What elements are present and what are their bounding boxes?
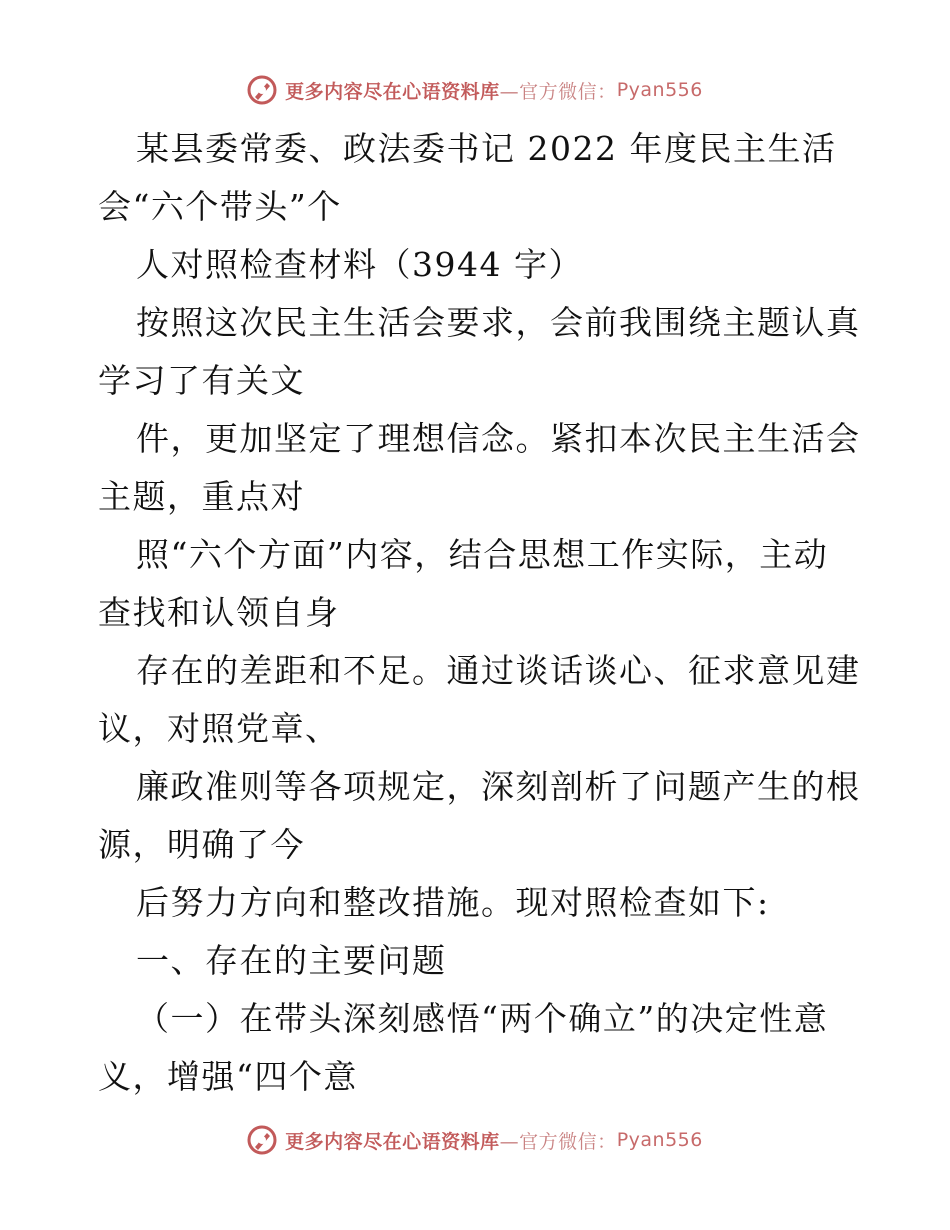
text-line: 议，对照党章、: [98, 709, 340, 748]
text-line: 义，增强“四个意: [98, 1057, 358, 1096]
text-line: （一）在带头深刻感悟“两个确立”的决定性意: [136, 999, 829, 1038]
watermark-main-text: 更多内容尽在心语资料库: [285, 1130, 500, 1153]
text-line: 廉政准则等各项规定，深刻剖析了问题产生的根: [136, 767, 861, 806]
text-line: 查找和认领自身: [98, 593, 340, 632]
text-line: 人对照检查材料（3944 字）: [136, 245, 583, 284]
watermark-sub-text: —官方微信：: [499, 80, 617, 103]
watermark-sub-text: —官方微信：: [499, 1130, 617, 1153]
footer-watermark: [0, 1120, 950, 1160]
document-body: [98, 120, 861, 1106]
text-line: 源，明确了今: [98, 825, 305, 864]
text-line: 存在的差距和不足。通过谈话谈心、征求意见建: [136, 651, 861, 690]
text-line: 学习了有关文: [98, 361, 305, 400]
text-line: 某县委常委、政法委书记 2022 年度民主生活: [136, 129, 837, 168]
text-line: 主题，重点对: [98, 477, 305, 516]
text-line: 照“六个方面”内容，结合思想工作实际，主动: [136, 535, 829, 574]
pen-logo-icon: [247, 1125, 277, 1155]
watermark-wechat-id: Pyan556: [616, 1129, 703, 1151]
text-line: 按照这次民主生活会要求，会前我围绕主题认真: [136, 303, 861, 342]
header-watermark: [0, 70, 950, 110]
pen-logo-icon: [247, 75, 277, 105]
text-line: 件，更加坚定了理想信念。紧扣本次民主生活会: [136, 419, 861, 458]
text-line: 会“六个带头”个: [98, 187, 342, 226]
watermark-wechat-id: Pyan556: [616, 79, 703, 101]
text-line: 后努力方向和整改措施。现对照检查如下:: [136, 883, 770, 922]
watermark-main-text: 更多内容尽在心语资料库: [285, 80, 500, 103]
section-heading: 一、存在的主要问题: [136, 941, 447, 980]
